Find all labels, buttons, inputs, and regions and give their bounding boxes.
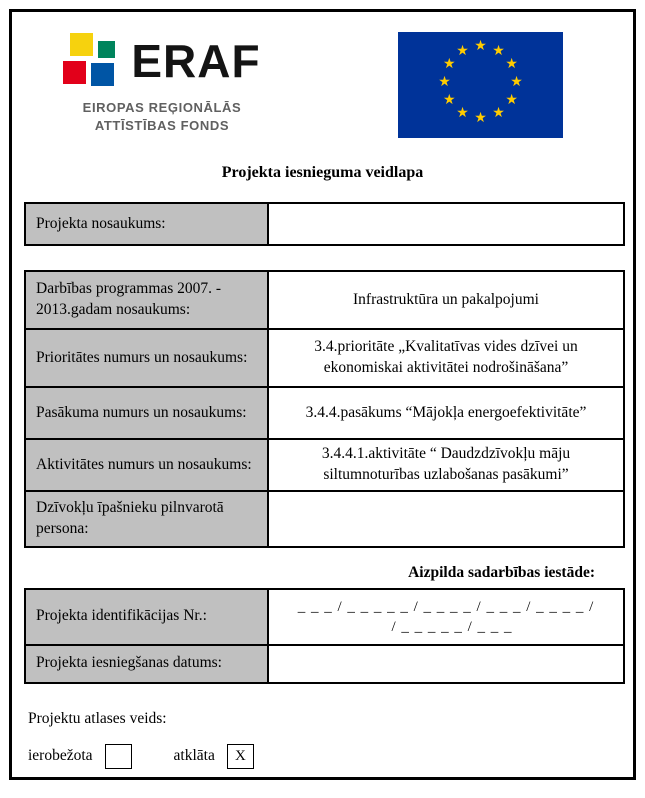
table-row bbox=[25, 271, 624, 329]
eu-flag-icon bbox=[398, 32, 563, 138]
eu-star-icon bbox=[473, 111, 489, 127]
eraf-logo-text: ERAF bbox=[131, 35, 261, 87]
priority-label: Prioritātes numurs un nosaukums: bbox=[25, 329, 268, 387]
project-id-label: Projekta identifikācijas Nr.: bbox=[25, 589, 268, 645]
table-row bbox=[25, 439, 624, 491]
activity-value: 3.4.4.1.aktivitāte “ Daudzdzīvokļu māju siltumnoturības uzlabošanas pasākumi” bbox=[268, 439, 624, 491]
open-option-checkbox[interactable]: X bbox=[227, 744, 254, 769]
selection-type-options bbox=[28, 744, 621, 769]
selection-type-label: Projektu atlases veids: bbox=[28, 709, 167, 727]
eu-star-icon bbox=[441, 93, 457, 109]
header bbox=[24, 24, 621, 138]
eraf-red-square-icon bbox=[63, 61, 86, 84]
eraf-squares-icon bbox=[63, 32, 123, 90]
programme-value: Infrastruktūra un pakalpojumi bbox=[268, 271, 624, 329]
limited-option-label: ierobežota bbox=[28, 747, 93, 765]
eraf-blue-square-icon bbox=[91, 63, 114, 86]
authorized-person-label: Dzīvokļu īpašnieku pilnvarotā persona: bbox=[25, 491, 268, 547]
measure-label: Pasākuma numurs un nosaukums: bbox=[25, 387, 268, 439]
table-row bbox=[25, 387, 624, 439]
project-id-blanks-line2: / _ _ _ _ _ / _ _ _ bbox=[391, 618, 513, 635]
eraf-yellow-square-icon bbox=[70, 33, 93, 56]
eu-star-icon bbox=[491, 106, 507, 122]
authorized-person-field[interactable] bbox=[268, 491, 624, 547]
table-row bbox=[25, 589, 624, 645]
priority-value: 3.4.prioritāte „Kvalitatīvas vides dzīvei un ekonomiskai aktivitātei nodrošināšana” bbox=[268, 329, 624, 387]
eu-star-icon bbox=[455, 44, 471, 60]
submission-date-field[interactable] bbox=[268, 645, 624, 683]
project-name-table bbox=[24, 202, 625, 246]
eu-star-icon bbox=[473, 39, 489, 55]
authority-table bbox=[24, 588, 625, 684]
programme-table bbox=[24, 270, 625, 548]
selection-type-section bbox=[28, 710, 621, 769]
eraf-subtitle bbox=[62, 99, 262, 135]
project-name-field[interactable] bbox=[268, 203, 624, 245]
eraf-subtitle-line1: EIROPAS REĢIONĀLĀS bbox=[82, 100, 242, 115]
page-title: Projekta iesnieguma veidlapa bbox=[221, 164, 424, 181]
eraf-subtitle-line2: ATTĪSTĪBAS FONDS bbox=[94, 118, 230, 134]
cooperation-authority-note: Aizpilda sadarbības iestāde: bbox=[408, 563, 595, 581]
eraf-green-square-icon bbox=[98, 41, 115, 58]
programme-label: Darbības programmas 2007. - 2013.gadam nosaukums: bbox=[25, 271, 268, 329]
project-id-field[interactable] bbox=[268, 589, 624, 645]
eu-star-icon bbox=[509, 75, 525, 91]
eraf-logo bbox=[62, 32, 262, 138]
table-row bbox=[25, 491, 624, 547]
project-name-label: Projekta nosaukums: bbox=[25, 203, 268, 245]
eu-star-icon bbox=[504, 57, 520, 73]
form-page bbox=[9, 9, 636, 780]
table-row bbox=[25, 329, 624, 387]
table-row bbox=[25, 645, 624, 683]
limited-option-checkbox[interactable] bbox=[105, 744, 132, 769]
project-id-blanks-line1: _ _ _ / _ _ _ _ _ / _ _ _ _ / _ _ _ / _ _ _ _ / bbox=[297, 598, 595, 615]
eu-star-icon bbox=[437, 75, 453, 91]
submission-date-label: Projekta iesniegšanas datums: bbox=[25, 645, 268, 683]
activity-label: Aktivitātes numurs un nosaukums: bbox=[25, 439, 268, 491]
measure-value: 3.4.4.pasākums “Mājokļa energoefektivitāte” bbox=[268, 387, 624, 439]
table-row bbox=[25, 203, 624, 245]
open-option-label: atklāta bbox=[173, 747, 215, 765]
eraf-logo-top bbox=[62, 32, 262, 90]
